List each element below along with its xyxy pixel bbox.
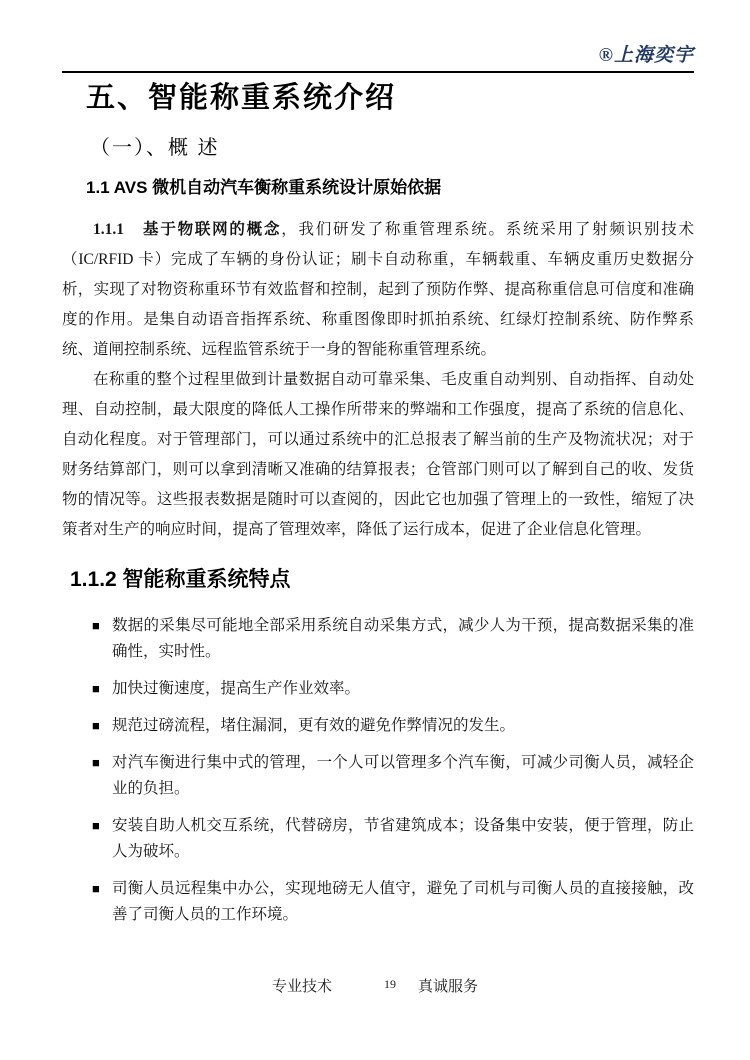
page-header: [62, 0, 694, 73]
page-footer: [0, 975, 750, 996]
header-rule: [62, 71, 694, 73]
feature-list: [62, 613, 694, 928]
square-bullet-icon: ■: [92, 717, 100, 733]
square-bullet-icon: ■: [92, 754, 100, 770]
square-bullet-icon: ■: [92, 680, 100, 696]
feature-item-text: 安装自助人机交互系统，代替磅房，节省建筑成本；设备集中安装，便于管理，防止人为破坏。: [112, 816, 694, 860]
feature-item-text: 加快过衡速度，提高生产作业效率。: [112, 679, 361, 697]
feature-item: [62, 813, 694, 865]
company-logo: ®上海奕宇: [598, 45, 694, 66]
page-title: 五、智能称重系统介绍: [86, 81, 397, 114]
heading-1-1: 1.1 AVS 微机自动汽车衡称重系统设计原始依据: [86, 177, 442, 197]
paragraph-1-1-1-lead: 1.1.1 基于物联网的概念: [93, 220, 282, 238]
square-bullet-icon: ■: [92, 617, 100, 633]
feature-item-text: 规范过磅流程，堵住漏洞，更有效的避免作弊情况的发生。: [112, 716, 516, 734]
feature-item: [62, 876, 694, 928]
paragraph-1-1-1: [62, 215, 694, 365]
page-number: 19: [384, 977, 396, 991]
paragraph-1-1-1-text: ，我们研发了称重管理系统。系统采用了射频识别技术（IC/RFID 卡）完成了车辆的身份认证；刷卡自动称重，车辆载重、车辆皮重历史数据分析，实现了对物资称重环节有效监督和控制，起到了预防作弊、提高称重信息可信度和准确度的作用。是集自动语音指挥系统、称重图像即时抓拍系统、红绿灯控制系统、防作弊系统、道闸控制系统、远程监管系统于一身的智能称重管理系统。: [62, 220, 694, 358]
square-bullet-icon: ■: [92, 817, 100, 833]
square-bullet-icon: ■: [92, 880, 100, 896]
section-heading-overview: （一）、概 述: [90, 136, 220, 159]
paragraph-2: 在称重的整个过程里做到计量数据自动可靠采集、毛皮重自动判别、自动指挥、自动处理、自动控制，最大限度的降低人工操作所带来的弊端和工作强度，提高了系统的信息化、自动化程度。对于管理部门，可以通过系统中的汇总报表了解当前的生产及物流状况；对于财务结算部门，则可以拿到清晰又准确的结算报表；仓管部门则可以了解到自己的收、发货物的情况等。这些报表数据是随时可以查阅的，因此它也加强了管理上的一致性，缩短了决策者对生产的响应时间，提高了管理效率，降低了运行成本，促进了企业信息化管理。: [62, 370, 694, 538]
feature-item-text: 司衡人员远程集中办公，实现地磅无人值守，避免了司机与司衡人员的直接接触，改善了司衡人员的工作环境。: [112, 879, 694, 923]
feature-item: [62, 613, 694, 665]
feature-item-text: 对汽车衡进行集中式的管理，一个人可以管理多个汽车衡，可减少司衡人员，减轻企业的负担。: [112, 753, 694, 797]
feature-item-text: 数据的采集尽可能地全部采用系统自动采集方式，减少人为干预，提高数据采集的准确性，实时性。: [112, 616, 694, 660]
feature-item: [62, 713, 694, 739]
feature-item: [62, 676, 694, 702]
footer-slogan-left: 专业技术: [271, 979, 332, 995]
feature-item: [62, 750, 694, 802]
footer-slogan-right: 真诚服务: [418, 979, 479, 995]
heading-1-1-2: 1.1.2 智能称重系统特点: [70, 567, 291, 591]
